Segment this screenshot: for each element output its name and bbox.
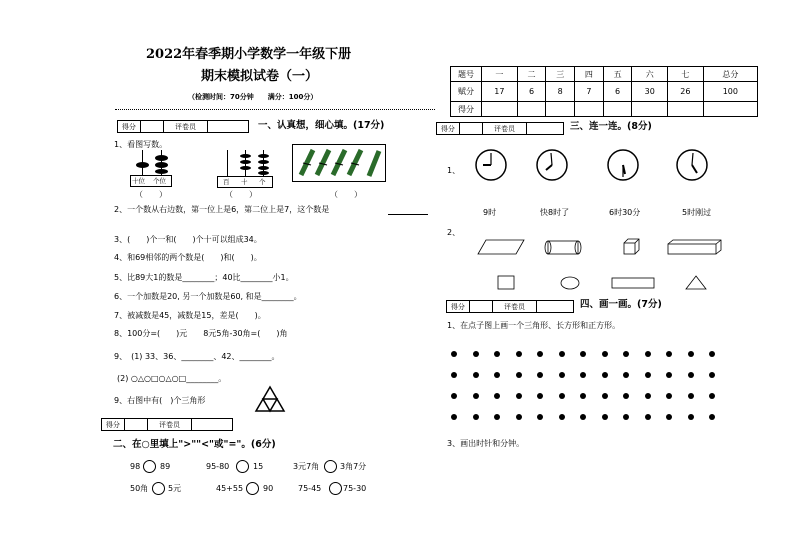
grid-dot — [666, 372, 672, 378]
section2-heading: 二、在○里填上">""<"或"="。(6分) — [113, 439, 276, 450]
answer-paren-2: （ ） — [225, 190, 257, 199]
clock-icon — [535, 148, 569, 182]
grid-dot — [537, 393, 543, 399]
section4-q1: 1、在点子图上画一个三角形、长方形和正方形。 — [447, 321, 621, 330]
sticks-picture — [292, 144, 386, 182]
exam-title: 2022年春季期小学数学一年级下册 — [146, 47, 352, 62]
grid-dot — [666, 414, 672, 420]
q6-text: 6、一个加数是20, 另一个加数是60, 和是________。 — [114, 292, 302, 301]
grid-dot — [602, 372, 608, 378]
grid-dot — [709, 351, 715, 357]
grid-dot — [559, 414, 565, 420]
grid-dot — [688, 351, 694, 357]
answer-paren-1: （ ） — [135, 190, 167, 199]
grid-dot — [666, 351, 672, 357]
grid-dot — [473, 351, 479, 357]
compare-circle[interactable] — [143, 460, 156, 473]
triangle-figure — [254, 385, 286, 417]
section1-heading: 一、认真想，细心填。(17分) — [258, 120, 385, 131]
grid-dot — [602, 414, 608, 420]
grid-dot — [623, 351, 629, 357]
abacus-1: 十位 个位 — [130, 150, 176, 186]
grid-dot — [580, 414, 586, 420]
q4-text: 4、和69相邻的两个数是( )和( )。 — [114, 253, 262, 262]
grid-dot — [494, 414, 500, 420]
compare-circle[interactable] — [236, 460, 249, 473]
section4-q3: 3、画出时针和分钟。 — [447, 439, 525, 448]
grid-dot — [516, 393, 522, 399]
grid-dot — [559, 351, 565, 357]
q3-text: 3、( )个一和( )个十可以组成34。 — [114, 235, 262, 244]
grid-dot — [473, 393, 479, 399]
q10-text: (2) ○△○□○△○□________。 — [117, 374, 227, 383]
q8-text: 8、100分=( )元 8元5角-30角=( )角 — [114, 329, 288, 338]
q1-text: 1、看图写数。 — [114, 140, 168, 149]
grid-dot — [602, 351, 608, 357]
grid-dot — [580, 351, 586, 357]
grid-dot — [516, 372, 522, 378]
grid-dot — [709, 393, 715, 399]
grid-dot — [688, 372, 694, 378]
abacus-2: 百 十 个 — [217, 150, 273, 188]
grid-dot — [623, 393, 629, 399]
solid-shapes — [476, 238, 726, 262]
grid-dot — [709, 372, 715, 378]
grid-dot — [645, 393, 651, 399]
grid-dot — [688, 414, 694, 420]
grid-dot — [645, 351, 651, 357]
grid-dot — [516, 414, 522, 420]
exam-subtitle: 期末模拟试卷（一） — [201, 69, 319, 84]
score-label: 得分 — [118, 121, 141, 133]
clock-icon — [675, 148, 709, 182]
grader-table-3: 得分 评卷员 — [436, 122, 564, 135]
exam-info: （检测时间：70分钟 满分：100分） — [188, 93, 318, 101]
grid-dot — [451, 351, 457, 357]
grid-dot — [580, 372, 586, 378]
grid-dot — [602, 393, 608, 399]
grid-dot — [473, 372, 479, 378]
compare-circle[interactable] — [329, 482, 342, 495]
grid-dot — [537, 414, 543, 420]
grader-table-2: 得分 评卷员 — [101, 418, 233, 431]
grid-dot — [623, 414, 629, 420]
grid-dot — [623, 372, 629, 378]
compare-circle[interactable] — [152, 482, 165, 495]
grid-dot — [494, 351, 500, 357]
q7-text: 7、被减数是45，减数是15，差是( )。 — [114, 311, 266, 320]
grid-dot — [494, 393, 500, 399]
grid-dot — [559, 372, 565, 378]
grid-dot — [666, 393, 672, 399]
q11-text: 9、右图中有( )个三角形 — [114, 396, 206, 405]
grid-dot — [516, 351, 522, 357]
grid-dot — [645, 414, 651, 420]
grid-dot — [645, 372, 651, 378]
grid-dot — [473, 414, 479, 420]
q2-text: 2、一个数从右边数，第一位上是6，第二位上是7，这个数是 — [114, 205, 330, 214]
grid-dot — [451, 414, 457, 420]
clock-icon — [474, 148, 508, 182]
grid-dot — [451, 372, 457, 378]
grid-dot — [688, 393, 694, 399]
grid-dot — [494, 372, 500, 378]
flat-shapes — [496, 274, 711, 296]
grid-dot — [559, 393, 565, 399]
dotted-divider — [115, 109, 435, 110]
q5-text: 5、比89大1的数是________；40比________小1。 — [114, 273, 294, 282]
grader-table-1 — [117, 120, 249, 133]
clock-icon — [606, 148, 640, 182]
grid-dot — [451, 393, 457, 399]
grader-table-4: 得分 评卷员 — [446, 300, 574, 313]
grader-label: 评卷员 — [163, 121, 208, 133]
section3-heading: 三、连一连。(8分) — [570, 121, 652, 132]
compare-circle[interactable] — [246, 482, 259, 495]
grid-dot — [537, 372, 543, 378]
score-table: 题号 一 二 三 四 五 六 七 总分 赋分 17 6 8 7 6 30 26 100 得分 — [450, 66, 758, 117]
q9-text: 9、 (1) 33、36、________、42、________。 — [114, 352, 280, 361]
section4-heading: 四、画一画。(7分) — [580, 299, 662, 310]
answer-paren-3: （ ） — [330, 190, 362, 199]
grid-dot — [709, 414, 715, 420]
grid-dot — [537, 351, 543, 357]
compare-circle[interactable] — [324, 460, 337, 473]
grid-dot — [580, 393, 586, 399]
